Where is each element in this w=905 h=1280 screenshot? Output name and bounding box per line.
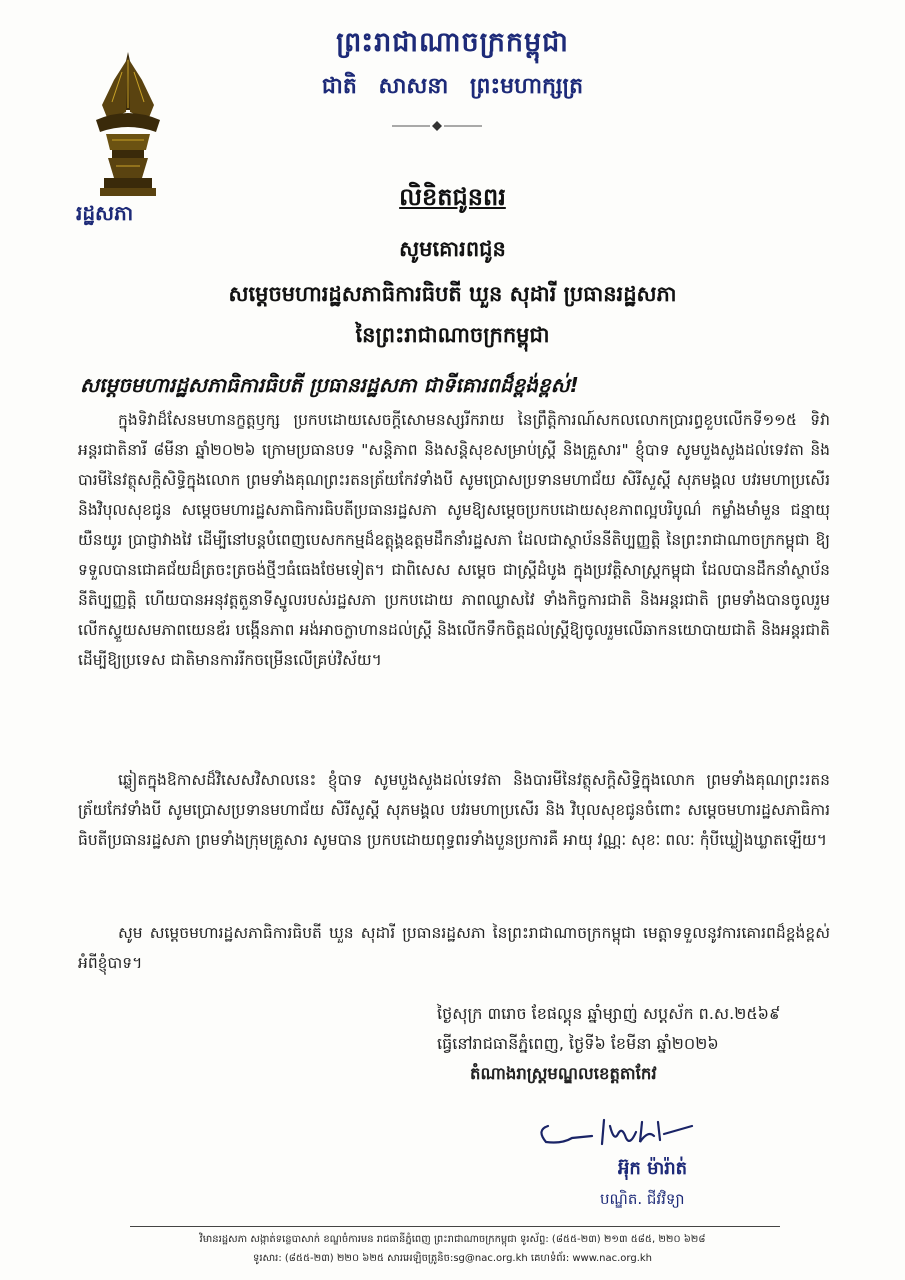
addressee-line-2: សម្តេចមហារដ្ឋសភាធិការធិបតី ឃួន សុដារី ប្រធានរដ្ឋសភា xyxy=(228,282,677,306)
document-title: លិខិតជូនពរ xyxy=(399,183,506,211)
addressee-line-3: នៃព្រះរាជាណាចក្រកម្ពុជា xyxy=(355,323,550,347)
addressee-line-1: សូមគោរពជូន xyxy=(399,237,506,261)
handwritten-signature-icon xyxy=(532,1112,702,1156)
place-and-date: ធ្វើនៅរាជធានីភ្នំពេញ, ថ្ងៃទី៦ ខែមីនា ឆ្នាំ២០២៦ xyxy=(437,1034,719,1053)
body-paragraph-1: ក្នុងទិវាដ៏សែនមហានក្ខត្តឫក្ស ប្រកបដោយសេចក្តីសោមនស្សរីករាយ នៃព្រឹត្តិការណ៍សកលលោកប្រារព្ធខួបលើកទី១១៥ ទិវាអន្តរជាតិនារី ៨មីនា ឆ្នាំ២០២៦ ក្រោមប្រធានបទ "សន្តិភាព និងសន្តិសុខសម្រាប់ស្ត្រី និងគ្រួសារ" ខ្ញុំបាទ សូមបួងសួងដល់ទេវតា និងបារមីនៃវត្ថុសក្តិសិទ្ធិក្នុងលោក ព្រមទាំងគុណព្រះរតនត្រ័យកែវទាំងបី សូមប្រោសប្រទានមហាជ័យ សិរីសួស្តី សុភមង្គល បវរមហាប្រសើរ និងវិបុលសុខជូន សម្តេចមហារដ្ឋសភាធិការធិបតីប្រធានរដ្ឋសភា សូមឱ្យសម្តេចប្រកបដោយសុខភាពល្អបរិបូណ៌ កម្លាំងមាំមួន ជន្មាយុ យឺនយូរ ប្រាជ្ញាវាងវៃ ដើម្បីនៅបន្តបំពេញបេសកកម្មដ៏ឧត្តុង្គឧត្តមដឹកនាំរដ្ឋសភា ដែលជាស្ថាប័ននីតិប្បញ្ញត្តិ នៃព្រះរាជាណាចក្រកម្ពុជា ឱ្យទទួលបានជោគជ័យដ៏ត្រចះត្រចង់ថ្មីៗធំធេងថែមទៀត។ ជាពិសេស សម្តេច ជាស្ត្រីដំបូង ក្នុងប្រវត្តិសាស្ត្រកម្ពុជា ដែលបានដឹកនាំស្ថាប័ននីតិប្បញ្ញត្តិ ហើយបានអនុវត្តតួនាទីស្នូលរបស់រដ្ឋសភា ប្រកបដោយ ភាពឈ្លាសវៃ ទាំងកិច្ចការជាតិ និងអន្តរជាតិ ព្រមទាំងបានចូលរួមលើកស្ទួយសមភាពយេនឌ័រ បង្កើនភាព អង់អាចក្លាហានដល់ស្ត្រី និងលើកទឹកចិត្តដល់ស្ត្រីឱ្យចូលរួមលើឆាកនយោបាយជាតិ និងអន្តរជាតិ ដើម្បីឱ្យប្រទេស ជាតិមានការរីកចម្រើនលើគ្រប់វិស័យ។ xyxy=(78,411,830,669)
footer-divider xyxy=(130,1226,780,1227)
sender-organization: តំណាងរាស្ត្រមណ្ឌលខេត្តតាកែវ xyxy=(470,1064,657,1083)
emblem-label: រដ្ឋសភា xyxy=(76,201,134,225)
signer-name: អ៊ុក ម៉ារ៉ាត់ xyxy=(618,1158,688,1179)
salutation: សម្តេចមហារដ្ឋសភាធិការធិបតី ប្រធានរដ្ឋសភា ជាទីគោរពដ៏ខ្ពង់ខ្ពស់! xyxy=(80,373,579,397)
body-paragraph-3: សូម សម្តេចមហារដ្ឋសភាធិការធិបតី ឃួន សុដារី ប្រធានរដ្ឋសភា នៃព្រះរាជាណាចក្រកម្ពុជា មេត្តាទទួលនូវការគោរពដ៏ខ្ពង់ខ្ពស់អំពីខ្ញុំបាទ។ xyxy=(78,924,830,972)
footer-address: វិមានរដ្ឋសភា សង្កាត់ទន្លេបាសាក់ ខណ្ឌចំការមន រាជធានីភ្នំពេញ ព្រះរាជាណាចក្រកម្ពុជា ទូរស័ព្ទ: (៨៥៥-២៣) ២១៣ ៥៨៥, ២២០ ៦២៨ xyxy=(199,1234,706,1245)
kingdom-title: ព្រះរាជាណាចក្រកម្ពុជា xyxy=(336,27,569,58)
national-motto: ជាតិ សាសនា ព្រះមហាក្សត្រ xyxy=(321,74,584,99)
body-paragraph-2: ឆ្លៀតក្នុងឱកាសដ៏វិសេសវិសាលនេះ ខ្ញុំបាទ សូមបួងសួងដល់ទេវតា និងបារមីនៃវត្ថុសក្តិសិទ្ធិក្នុងលោក ព្រមទាំងគុណព្រះរតនត្រ័យកែវទាំងបី សូមប្រោសប្រទានមហាជ័យ សិរីសួស្តី សុភមង្គល បវរមហាប្រសើរ និង វិបុលសុខជូនចំពោះ សម្តេចមហារដ្ឋសភាធិការធិបតីប្រធានរដ្ឋសភា ព្រមទាំងក្រុមគ្រួសារ សូមបាន ប្រកបដោយពុទ្ធពរទាំងបួនប្រការគឺ អាយុ វណ្ណៈ សុខៈ ពលៈ កុំបីឃ្លៀងឃ្លាតឡើយ។ xyxy=(78,771,830,849)
lunar-date: ថ្ងៃសុក្រ ៣រោច ខែផល្គុន ឆ្នាំម្សាញ់ សប្តស័ក ព.ស.២៥៦៩ xyxy=(437,1004,781,1023)
divider-ornament-icon xyxy=(392,120,482,132)
footer-contact: ទូរសារ: (៨៥៥-២៣) ២២០ ៦២៥ សារអេឡិចត្រូនិច:sg@nac.org.kh គេហទំព័រ: www.nac.org.kh xyxy=(252,1253,653,1264)
signer-title: បណ្ឌិត. ជីវវិទ្យា xyxy=(600,1190,685,1208)
